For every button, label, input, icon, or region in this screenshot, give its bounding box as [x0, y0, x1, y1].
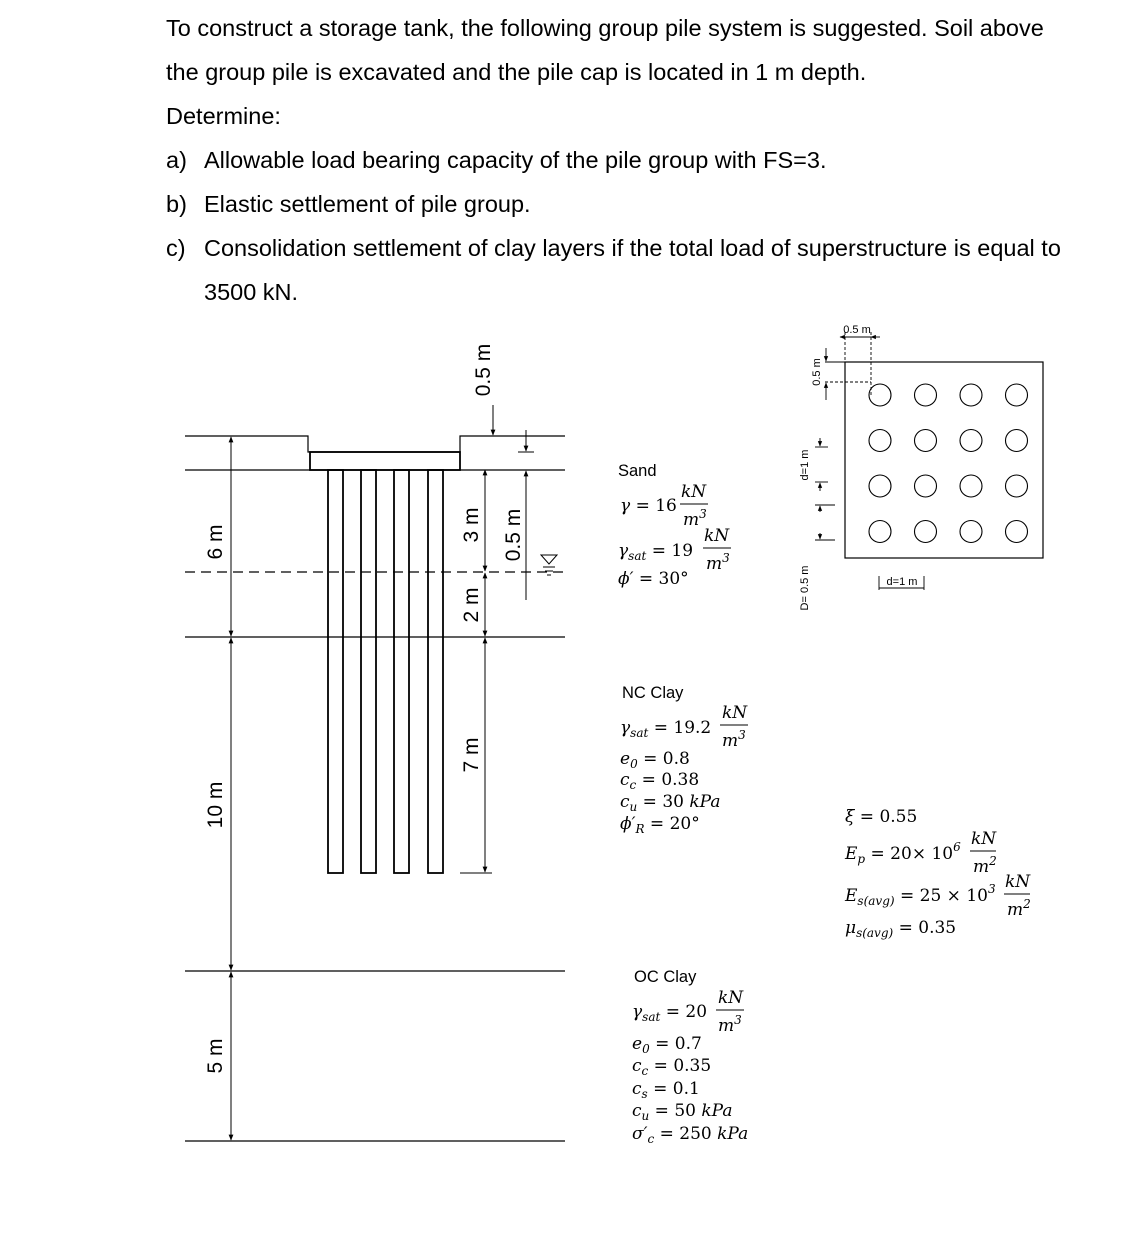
dim-3m: 3 m: [460, 507, 483, 543]
pile-plan-circle: [869, 521, 891, 543]
pile-grid: [869, 384, 1028, 543]
plan-dim-edge-side: 0.5 m: [811, 358, 823, 386]
plan-dim-diameter: D= 0.5 m: [799, 565, 811, 611]
nc-clay-label: NC Clay: [622, 684, 684, 702]
nc-phi-r: $\phi'_R = 20^\circ$: [620, 814, 700, 836]
oc-e0: $e_0 = 0.7$: [632, 1034, 702, 1056]
dim-2m: 2 m: [460, 587, 483, 623]
oc-cs: $c_s = 0.1$: [632, 1079, 700, 1101]
nc-cc: $c_c = 0.38$: [620, 770, 700, 792]
dim-7m: 7 m: [460, 737, 483, 773]
problem-item-c: c) Consolidation settlement of clay layers if the total load of superstructure is equal to 3500 kN.: [166, 235, 1061, 305]
es-value: $E_{s(avg)} = 25 \times 10^3$: [845, 882, 996, 908]
sand-label: Sand: [618, 462, 657, 480]
pile-plan-circle: [915, 430, 937, 452]
oc-clay-label: OC Clay: [634, 968, 697, 986]
sand-gamma: γ = 16: [620, 496, 677, 516]
elastic-parameters: [844, 807, 1031, 940]
nc-cu: $c_u = 30$ kPa: [620, 792, 721, 814]
profile-dimension-labels: [204, 344, 525, 1074]
pile-plan-circle: [960, 430, 982, 452]
pile-plan-circle: [1006, 430, 1028, 452]
dim-6m: 6 m: [204, 524, 227, 560]
pile: [328, 470, 343, 873]
pile-plan-circle: [960, 521, 982, 543]
piles: [328, 470, 443, 873]
ground-surface-line: [185, 436, 565, 452]
ep-value: $E_p = 20\times 10^6$: [845, 840, 961, 866]
nc-gamma-sat: $\gamma_{sat} = 19.2$: [620, 718, 712, 740]
problem-determine: Determine:: [166, 103, 281, 129]
pile-plan-circle: [869, 430, 891, 452]
plan-dim-edge-top: 0.5 m: [843, 324, 871, 336]
sand-phi: ϕ′ = 30°: [618, 569, 689, 589]
pile-group-plan: [799, 324, 1043, 610]
pile-plan-circle: [869, 384, 891, 406]
nc-clay-properties: [620, 684, 748, 836]
sand-properties: [618, 462, 731, 589]
problem-item-a: a) Allowable load bearing capacity of the pile group with FS=3.: [166, 147, 827, 173]
problem-intro: To construct a storage tank, the following group pile system is suggested. Soil above the group pile is excavated and the pile cap is located in 1 m depth.: [166, 15, 1044, 85]
dim-10m: 10 m: [204, 781, 227, 829]
dimension-lines: [231, 405, 534, 1140]
oc-gamma-sat: $\gamma_{sat} = 20$: [632, 1002, 708, 1024]
unit-m3: $m^3$: [683, 507, 707, 530]
svg-text:m3: $m^3$: [706, 551, 730, 574]
plan-dimension-lines: [815, 332, 924, 590]
dim-5m: 5 m: [204, 1038, 227, 1074]
plan-dim-spacing-v: d=1 m: [799, 449, 811, 481]
svg-text:m2: $m^2$: [973, 854, 997, 877]
oc-cc: $c_c = 0.35$: [632, 1056, 712, 1078]
pile-plan-circle: [1006, 384, 1028, 406]
pile-plan-circle: [1006, 475, 1028, 497]
svg-text:kN: kN: [1005, 872, 1031, 892]
svg-text:kN: kN: [722, 703, 748, 723]
svg-text:m3: $m^3$: [722, 728, 746, 751]
sand-gamma-sat: $\gamma_{sat} = 19$: [618, 541, 694, 563]
pile-cap: [310, 452, 460, 470]
pile-plan-circle: [960, 475, 982, 497]
svg-text:kN: kN: [971, 829, 997, 849]
dim-cap-thickness: 0.5 m: [502, 508, 525, 562]
svg-text:kN: kN: [704, 526, 730, 546]
oc-sigma-c: $\sigma'_c = 250$ kPa: [632, 1124, 749, 1146]
pile-plan-circle: [915, 521, 937, 543]
xi-value: ξ = 0.55: [845, 807, 918, 827]
svg-text:kN: kN: [681, 482, 707, 502]
oc-cu: $c_u = 50$ kPa: [632, 1101, 733, 1123]
svg-text:kN: kN: [718, 988, 744, 1008]
mu-value: $\mu_{s(avg)} = 0.35$: [845, 918, 957, 940]
pile-plan-circle: [915, 475, 937, 497]
pile: [361, 470, 376, 873]
pile-plan-circle: [869, 475, 891, 497]
problem-item-b: b) Elastic settlement of pile group.: [166, 191, 531, 217]
dim-cap-top: 0.5 m: [472, 343, 495, 397]
plan-dim-spacing-h: d=1 m: [886, 576, 918, 588]
pile: [394, 470, 409, 873]
svg-text:m3: $m^3$: [718, 1013, 742, 1036]
pile-plan-circle: [960, 384, 982, 406]
svg-text:m2: $m^2$: [1007, 897, 1031, 920]
pile: [428, 470, 443, 873]
nc-e0: $e_0 = 0.8$: [620, 749, 690, 771]
oc-clay-properties: [632, 968, 748, 1146]
pile-plan-circle: [1006, 521, 1028, 543]
pile-plan-circle: [915, 384, 937, 406]
